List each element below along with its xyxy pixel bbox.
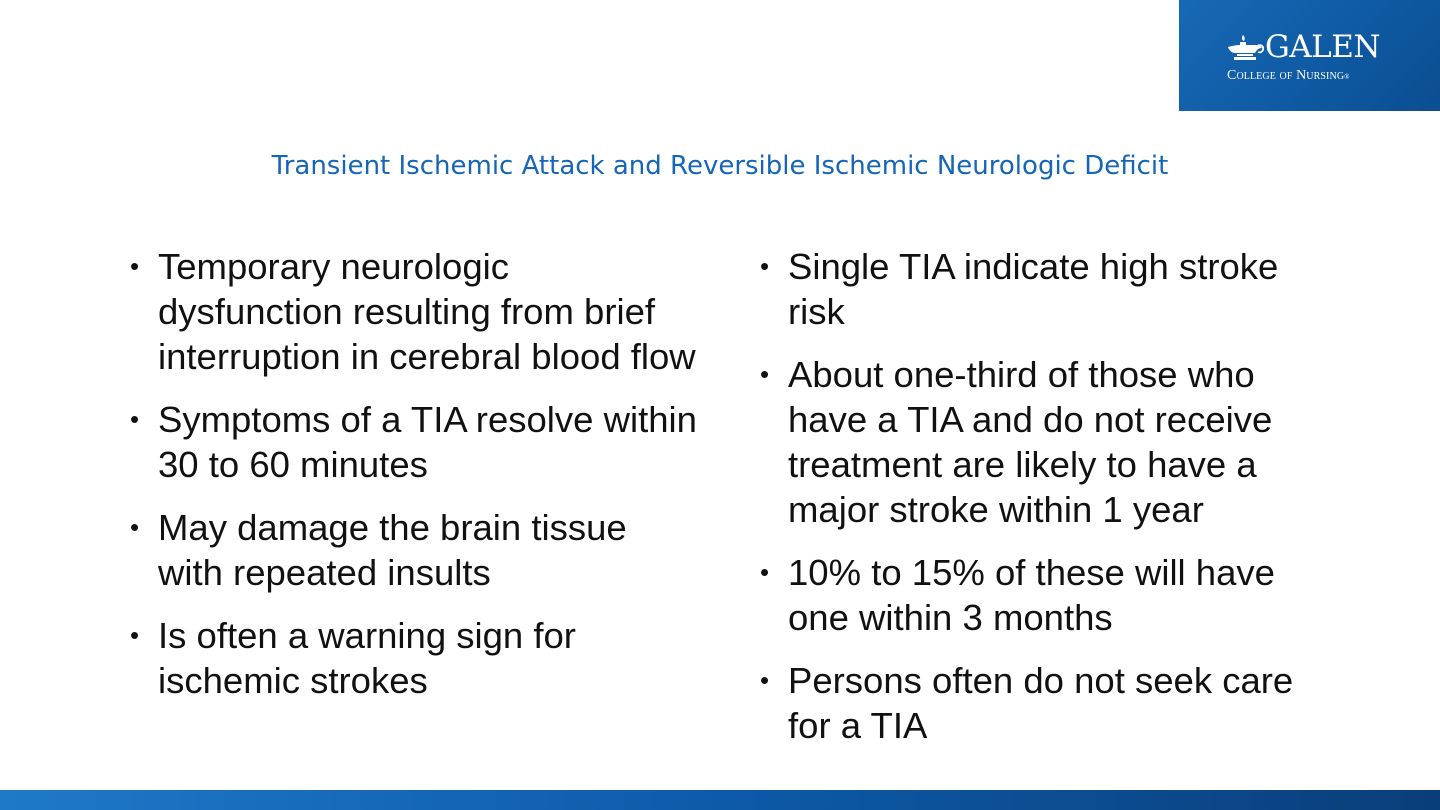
bullet-item <box>760 658 1330 748</box>
registered-mark: ® <box>1344 73 1350 81</box>
footer-bar <box>0 790 1440 810</box>
bullet-item <box>130 397 700 487</box>
bullet-item <box>130 505 700 595</box>
bullet-item <box>130 244 700 379</box>
bullet-dot-icon: • <box>760 251 770 281</box>
bullet-dot-icon: • <box>130 251 140 281</box>
bullet-text: May damage the brain tissue with repeated insults <box>158 507 627 593</box>
bullet-dot-icon: • <box>130 620 140 650</box>
right-bullet-list <box>760 244 1330 766</box>
lamp-of-knowledge-icon <box>1226 33 1264 63</box>
bullet-text: About one-third of those who have a TIA and do not receive treatment are likely to have a major stroke within 1 year <box>788 354 1273 530</box>
bullet-item <box>760 352 1330 532</box>
logo-wordmark: GALEN <box>1265 29 1380 65</box>
bullet-dot-icon: • <box>130 404 140 434</box>
bullet-text: Is often a warning sign for ischemic strokes <box>158 615 576 701</box>
bullet-text: 10% to 15% of these will have one within 3 months <box>788 552 1275 638</box>
left-bullet-list <box>130 244 700 721</box>
bullet-dot-icon: • <box>760 557 770 587</box>
bullet-dot-icon: • <box>130 512 140 542</box>
bullet-dot-icon: • <box>760 359 770 389</box>
bullet-text: Persons often do not seek care for a TIA <box>788 660 1294 746</box>
bullet-item <box>130 613 700 703</box>
bullet-dot-icon: • <box>760 665 770 695</box>
logo-subtitle-text: College of Nursing <box>1227 68 1345 83</box>
bullet-text: Single TIA indicate high stroke risk <box>788 246 1279 332</box>
bullet-text: Symptoms of a TIA resolve within 30 to 60 minutes <box>158 399 697 485</box>
galen-logo <box>1179 0 1440 111</box>
bullet-text: Temporary neurologic dysfunction resulting from brief interruption in cerebral blood flow <box>158 246 696 377</box>
slide-title: Transient Ischemic Attack and Reversible Ischemic Neurologic Deficit <box>271 151 1169 181</box>
bullet-item <box>760 550 1330 640</box>
bullet-item <box>760 244 1330 334</box>
logo-subtitle <box>1227 68 1350 85</box>
